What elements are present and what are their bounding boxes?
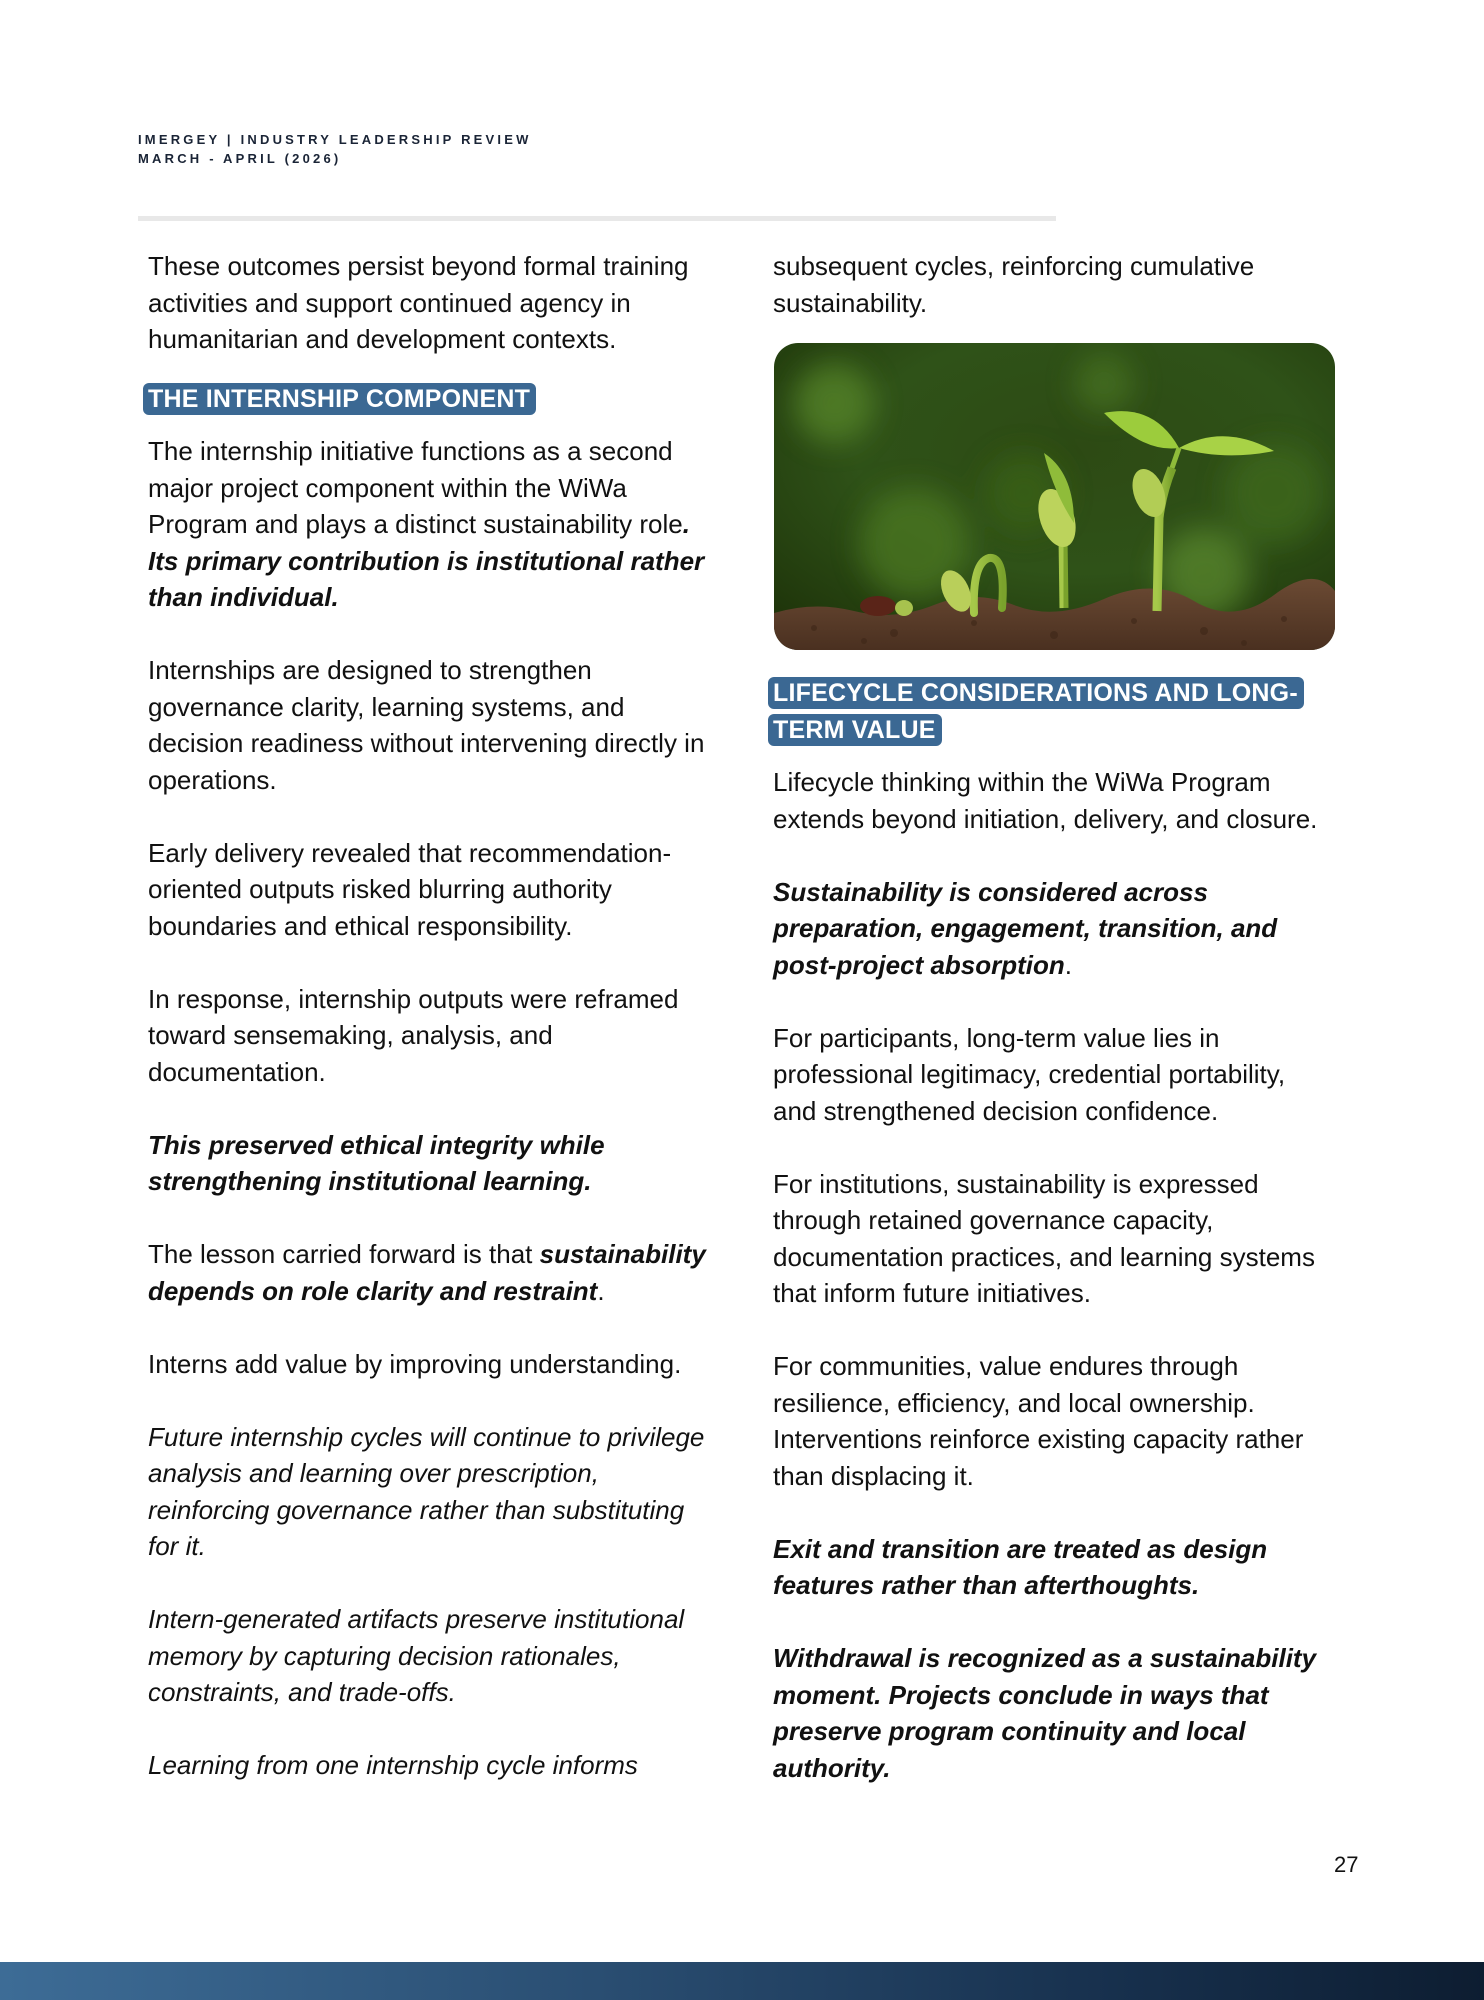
- paragraph-emphasis: Sustainability is considered across preparation, engagement, transition, and post-project absorption: [773, 876, 1278, 980]
- paragraph: [148, 1236, 718, 1309]
- paragraph: In response, internship outputs were reframed toward sensemaking, analysis, and documentation.: [148, 983, 679, 1087]
- paragraph-punctuation: .: [597, 1275, 605, 1306]
- page-number: 27: [1334, 1852, 1359, 1877]
- footer-bar: [0, 1962, 1484, 2000]
- section-heading-text: THE INTERNSHIP COMPONENT: [143, 383, 536, 415]
- continuation-paragraph: subsequent cycles, reinforcing cumulative sustainability.: [773, 251, 1255, 318]
- seedlings-photo: [774, 343, 1335, 650]
- seedlings-illustration: [774, 343, 1335, 650]
- paragraph-italic: Intern-generated artifacts preserve institutional memory by capturing decision rationales, constraints, and trade-offs.: [148, 1604, 685, 1707]
- paragraph-emphasis: sustainability depends on role clarity and restraint: [148, 1239, 706, 1306]
- paragraph-text: The internship initiative functions as a second major project component within the WiWa Program and plays a distinct sustainability role: [148, 436, 683, 539]
- paragraph: Early delivery revealed that recommendation-oriented outputs risked blurring authority boundaries and ethical responsibility.: [148, 837, 672, 941]
- left-column: [148, 248, 718, 1784]
- paragraph-punctuation: .: [1064, 949, 1073, 980]
- paragraph-emphasis: . Its primary contribution is institutional rather than individual.: [148, 509, 705, 612]
- paragraph-text: The lesson carried forward is that: [148, 1239, 540, 1269]
- paragraph: Interns add value by improving understanding.: [148, 1348, 682, 1379]
- paragraph: Lifecycle thinking within the WiWa Program extends beyond initiation, delivery, and closure.: [773, 767, 1318, 834]
- masthead: [138, 130, 532, 168]
- paragraph-emphasis: Withdrawal is recognized as a sustainability moment. Projects conclude in ways that preserve program continuity and local authority.: [773, 1643, 1317, 1783]
- paragraph: For participants, long-term value lies in professional legitimacy, credential portability, and strengthened decision confidence.: [773, 1022, 1286, 1126]
- paragraph-italic: Future internship cycles will continue to privilege analysis and learning over prescription, reinforcing governance rather than substituting for it.: [148, 1421, 705, 1561]
- section-heading-text: LIFECYCLE CONSIDERATIONS AND LONG-TERM VALUE: [768, 677, 1304, 746]
- paragraph-italic: Learning from one internship cycle informs: [148, 1750, 638, 1780]
- issue-date: MARCH - APRIL (2026): [138, 151, 342, 166]
- paragraph: Internships are designed to strengthen governance clarity, learning systems, and decision readiness without intervening directly in operations.: [148, 655, 705, 795]
- section-heading-internship: [143, 380, 718, 417]
- right-column: [773, 248, 1333, 1786]
- header-divider: [138, 216, 1056, 221]
- paragraph: [148, 433, 718, 616]
- paragraph: For institutions, sustainability is expressed through retained governance capacity, documentation practices, and learning systems that inform future initiatives.: [773, 1168, 1315, 1308]
- paragraph: For communities, value endures through resilience, efficiency, and local ownership. Interventions reinforce existing capacity rather than displacing it.: [773, 1351, 1304, 1491]
- paragraph: [773, 874, 1333, 984]
- publication-title: IMERGEY | INDUSTRY LEADERSHIP REVIEW: [138, 132, 532, 147]
- paragraph-emphasis: Exit and transition are treated as design features rather than afterthoughts.: [773, 1533, 1268, 1600]
- section-heading-lifecycle: [768, 674, 1333, 748]
- paragraph-emphasis: This preserved ethical integrity while strengthening institutional learning.: [148, 1129, 605, 1196]
- intro-paragraph: These outcomes persist beyond formal training activities and support continued agency in humanitarian and development contexts.: [148, 251, 689, 354]
